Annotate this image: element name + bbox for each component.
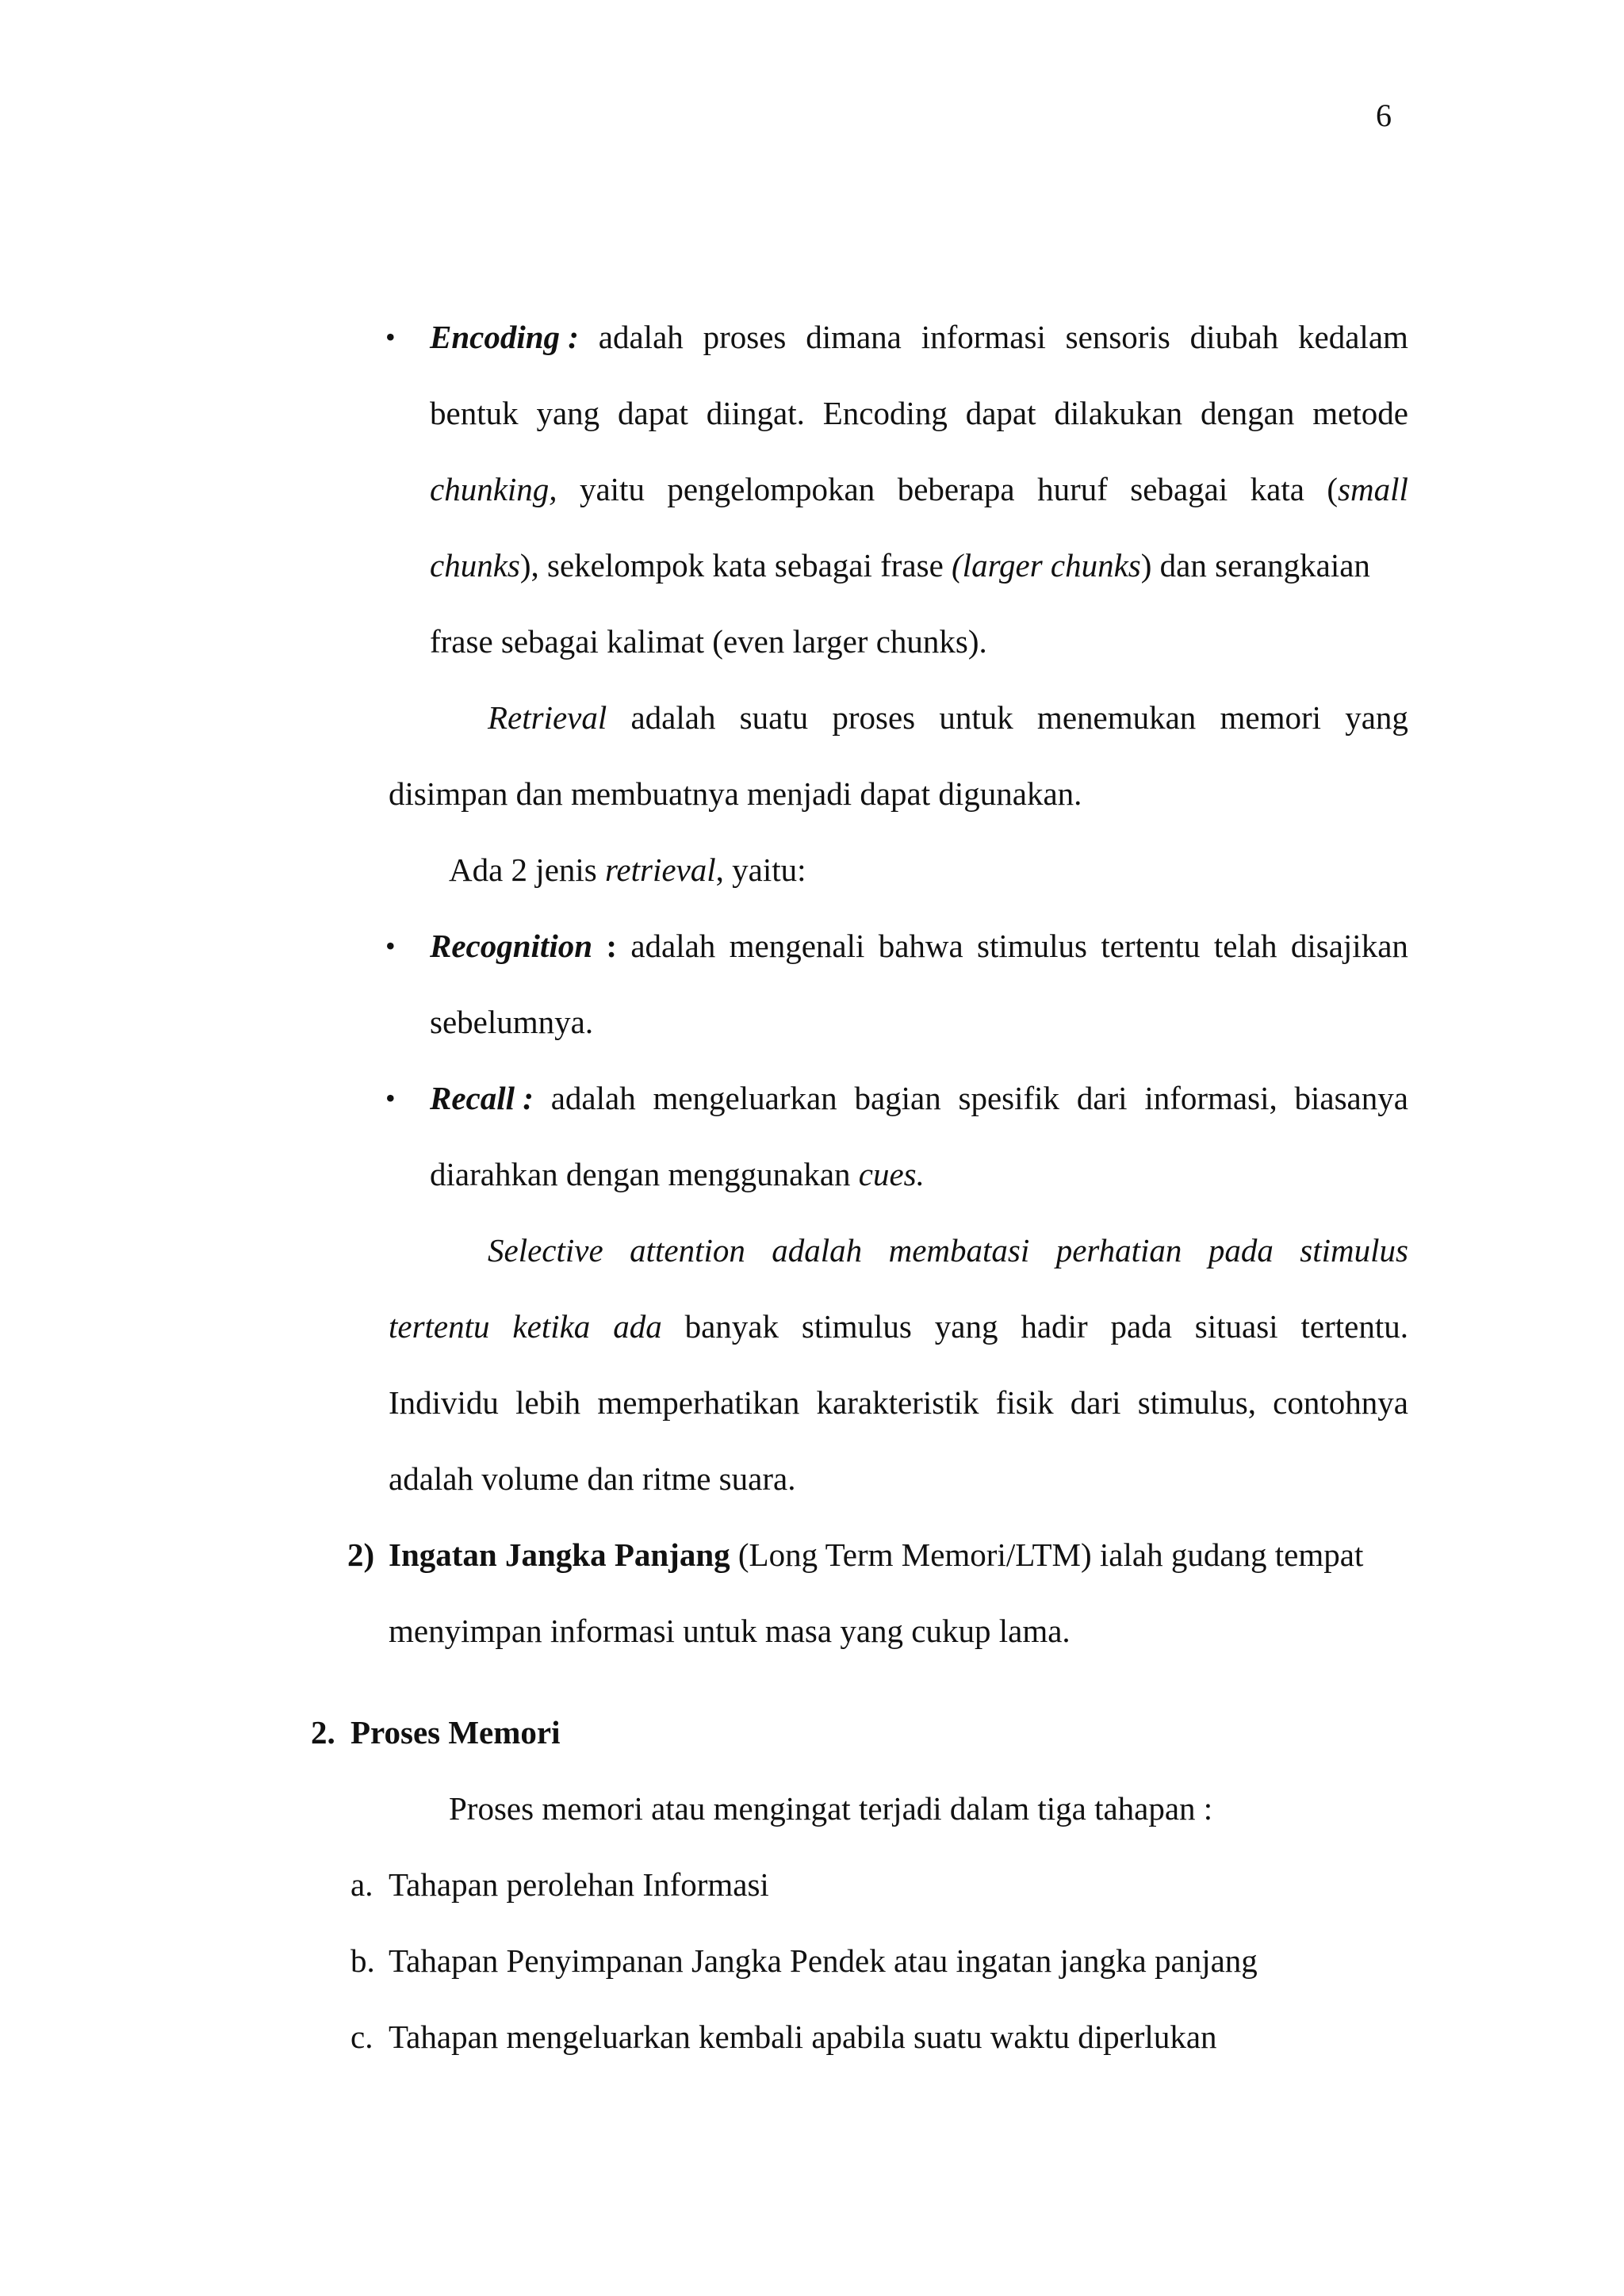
selective-line-2: tertentu ketika ada banyak stimulus yang hadir pada situasi tertentu. [389,1308,1408,1345]
section-title: Proses Memori [350,1714,561,1751]
recognition-line-1: Recognition : adalah mengenali bahwa stimulus tertentu telah disajikan [430,928,1408,964]
page-number: 6 [1376,98,1392,133]
recall-line-1: Recall : adalah mengeluarkan bagian spesifik dari informasi, biasanya [430,1080,1408,1116]
recognition-term: Recognition [430,928,593,964]
bullet-icon: • [385,321,396,353]
ltm-line-2: menyimpan informasi untuk masa yang cukup lama. [389,1613,1071,1649]
ltm-line-1: Ingatan Jangka Panjang (Long Term Memori/LTM) ialah gudang tempat [389,1536,1364,1573]
selective-line-1: Selective attention adalah membatasi perhatian pada stimulus [488,1232,1408,1269]
ltm-term: Ingatan Jangka Panjang [389,1536,730,1573]
recognition-line-2: sebelumnya. [430,1004,594,1040]
retrieval-line-2: disimpan dan membuatnya menjadi dapat digunakan. [389,775,1082,812]
selective-line-4: adalah volume dan ritme suara. [389,1460,796,1497]
recall-line-2: diarahkan dengan menggunakan cues. [430,1156,925,1192]
encoding-term: Encoding : [430,319,579,355]
bullet-icon: • [385,1082,396,1114]
recall-term: Recall : [430,1080,534,1116]
section-marker: 2. [311,1714,335,1751]
retrieval-line-1: Retrieval adalah suatu proses untuk menemukan memori yang [488,699,1408,736]
encoding-line-2: bentuk yang dapat diingat. Encoding dapat dilakukan dengan metode [430,395,1408,431]
retrieval-term: Retrieval [488,699,607,736]
bullet-icon: • [385,930,396,962]
encoding-line-5: frase sebagai kalimat (even larger chunks). [430,623,987,660]
retrieval-types-lead: Ada 2 jenis retrieval, yaitu: [449,851,806,888]
encoding-line-3: chunking, yaitu pengelompokan beberapa huruf sebagai kata (small [430,471,1408,507]
ltm-marker: 2) [347,1536,375,1573]
selective-line-3: Individu lebih memperhatikan karakteristik fisik dari stimulus, contohnya [389,1384,1408,1421]
encoding-line-1: Encoding : adalah proses dimana informasi sensoris diubah kedalam [430,319,1408,355]
section-intro: Proses memori atau mengingat terjadi dalam tiga tahapan : [449,1790,1213,1827]
encoding-line-4: chunks), sekelompok kata sebagai frase (larger chunks) dan serangkaian [430,547,1370,584]
